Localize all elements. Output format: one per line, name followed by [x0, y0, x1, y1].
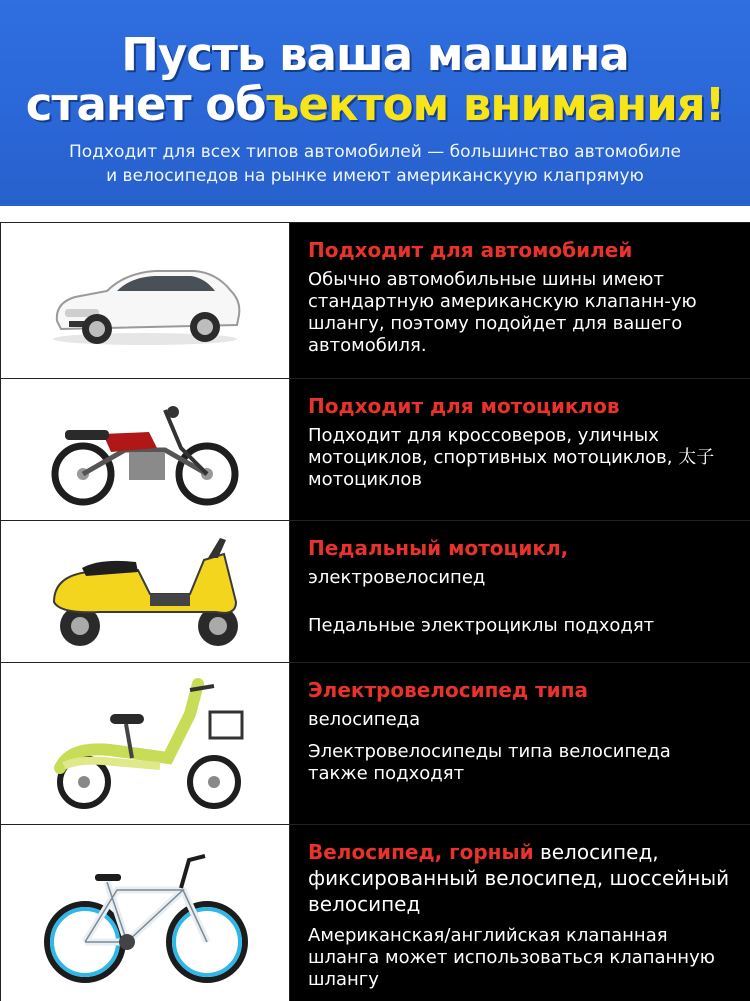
row-bicycle — [0, 824, 750, 1001]
scooter-image — [0, 521, 290, 663]
motorcycle-illustration-icon — [45, 390, 245, 510]
row-car — [0, 222, 750, 379]
car-illustration-icon — [45, 251, 245, 351]
car-image — [0, 223, 290, 379]
row-body: Американская/английская клапанная шланга может использоваться клапанную шлангу — [308, 925, 715, 990]
scooter-illustration-icon — [40, 532, 250, 652]
page-headline — [0, 0, 750, 130]
headline-line-1: Пусть ваша машина — [121, 28, 629, 81]
row-title — [308, 839, 736, 917]
headline-line-2-start: станет об — [25, 78, 266, 131]
row-body: Подходит для кроссоверов, уличных мотоциклов, спортивных мотоциклов, 太子мотоциклов — [308, 425, 715, 490]
car-description — [290, 223, 750, 379]
page-subline — [0, 140, 750, 188]
motorcycle-image — [0, 379, 290, 521]
row-title: Подходит для мотоциклов — [308, 394, 620, 418]
headline-line-2-accent: ъектом внимания! — [265, 78, 725, 131]
subline-2: и велосипедов на рынке имеют американскуую клапрямую — [106, 166, 644, 186]
motorcycle-description — [290, 379, 750, 521]
bicycle-description — [290, 825, 750, 1001]
row-title-highlight: Велосипед, горный — [308, 840, 534, 864]
header-banner — [0, 0, 750, 206]
ebike-image — [0, 663, 290, 825]
ebike-description — [290, 663, 750, 825]
row-title-rest: велосипед, фиксированный велосипед, шоссейный велосипед — [308, 840, 730, 916]
row-title: Педальный мотоцикл, — [308, 536, 569, 560]
bicycle-image — [0, 825, 290, 1001]
subline-1: Подходит для всех типов автомобилей — большинство автомобиле — [69, 142, 681, 162]
row-subtitle: велосипеда — [308, 709, 421, 730]
row-ebike — [0, 662, 750, 825]
row-scooter — [0, 520, 750, 663]
bicycle-illustration-icon — [35, 838, 255, 988]
row-body: Электровелосипеды типа велосипеда также подходят — [308, 741, 671, 784]
row-body: Обычно автомобильные шины имеют стандартную американскую клапанн-ую шлангу, поэтому подойдет для вашего автомобиля. — [308, 269, 697, 356]
row-subtitle: электровелосипед — [308, 567, 486, 588]
row-title: Электровелосипед типа — [308, 678, 589, 702]
ebike-illustration-icon — [40, 674, 250, 814]
row-title: Подходит для автомобилей — [308, 238, 633, 262]
row-motorcycle — [0, 378, 750, 521]
compatibility-list — [0, 222, 750, 1000]
scooter-description — [290, 521, 750, 663]
row-body: Педальные электроциклы подходят — [308, 615, 655, 636]
